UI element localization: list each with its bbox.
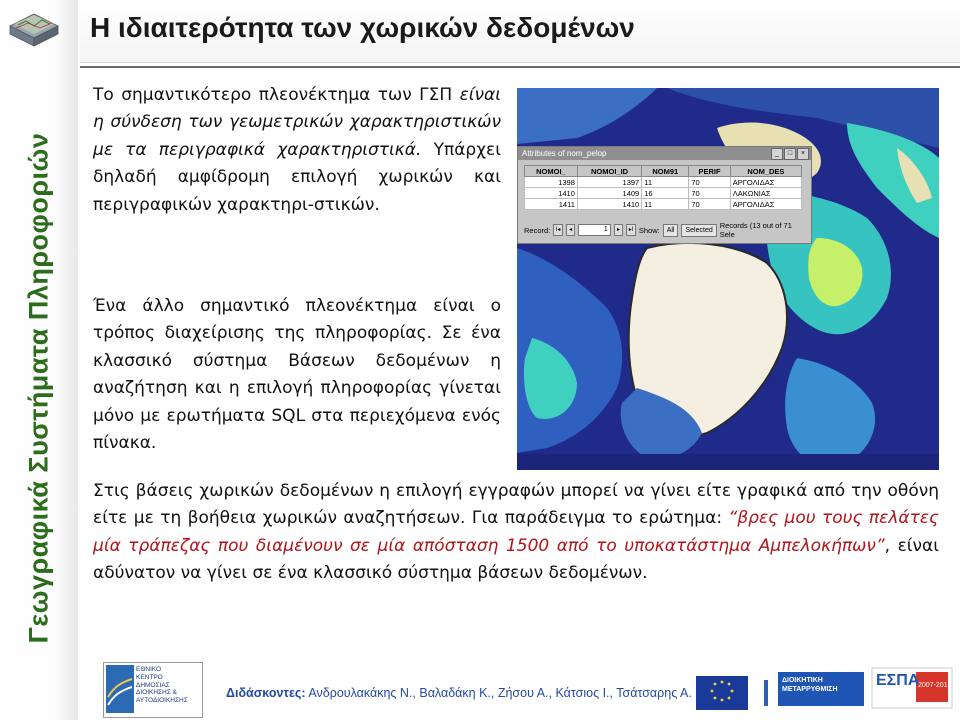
table-cell: 1398 xyxy=(525,177,578,188)
ekdd-logo-text xyxy=(136,666,188,705)
record-label: Record: xyxy=(524,225,551,235)
paragraph-text: , είναι αδύνατον να γίνει σε ένα κλασσικό σύστημα βάσεων δεδομένων. xyxy=(93,535,939,584)
next-record-button[interactable]: ▸ xyxy=(614,224,624,236)
ekdd-line: ΔΙΟΙΚΗΣΗΣ & xyxy=(136,689,177,697)
table-cell: ΑΡΓΟΛΙΔΑΣ xyxy=(730,199,801,210)
attributes-window[interactable] xyxy=(517,146,812,244)
ekdd-line: ΕΘΝΙΚΟ xyxy=(136,666,162,673)
attributes-table xyxy=(524,165,802,210)
ekdd-line: ΚΕΝΤΡΟ xyxy=(136,673,163,681)
table-row[interactable] xyxy=(525,199,802,210)
show-all-button[interactable]: All xyxy=(663,224,679,237)
minimize-button[interactable]: _ xyxy=(771,148,783,160)
attributes-window-titlebar[interactable] xyxy=(518,147,811,160)
table-cell: 11 xyxy=(642,177,689,188)
eu-funding-logos xyxy=(694,662,956,716)
title-bar xyxy=(80,0,960,63)
ekdd-logo xyxy=(103,662,203,718)
attributes-footer xyxy=(524,223,804,237)
sidebar-course-title: Γεωγραφικά Συστήματα Πληροφοριών xyxy=(23,132,54,644)
last-record-button[interactable]: ▸I xyxy=(626,224,636,236)
paragraph-text: Το σημαντικότερο πλεονέκτημα των ΓΣΠ xyxy=(93,85,453,105)
espa-years-text: 2007-2013 xyxy=(918,682,952,689)
previous-record-button[interactable]: ◂ xyxy=(566,224,576,236)
show-selected-button[interactable]: Selected xyxy=(681,224,716,237)
maximize-button[interactable]: □ xyxy=(784,148,796,160)
paragraph-information-management: Ένα άλλο σημαντικό πλεονέκτημα είναι ο τρόπος διαχείρισης της πληροφορίας. Σε ένα κλασσικό σύστημα Βάσεων δεδομένων η αναζήτηση και η επιλογή πληροφορίας γίνεται μόνο με ερωτήματα SQL στα περιεχόμενα ενός πίνακα. xyxy=(93,296,501,454)
paragraph-text: Υπάρχει δηλαδή αμφίδρομη επιλογή χωρικών και περιγραφικών χαρακτηρι-στικών. xyxy=(93,139,501,215)
page-title: Η ιδιαιτερότητα των χωρικών δεδομένων xyxy=(90,12,635,43)
ekdd-line: ΑΥΤΟΔΙΟΙΚΗΣΗΣ xyxy=(136,697,188,705)
example-query-text: βρες μου τους πελάτες μία τράπεζας που διαμένουν σε μία απόσταση 1500 από το υποκατάστημα Αμπελοκήπων xyxy=(93,508,939,556)
title-divider xyxy=(80,66,960,68)
sidebar xyxy=(0,0,78,720)
column-header[interactable]: NOMOI_ID xyxy=(577,166,641,177)
table-cell: 1397 xyxy=(577,177,641,188)
paragraph-gis-advantage xyxy=(93,82,501,219)
table-cell: 1409 xyxy=(577,188,641,199)
table-cell: ΛΑΚΩΝΙΑΣ xyxy=(730,188,801,199)
paragraph-emphasis: είναι η σύνδεση των γεωμετρικών χαρακτηριστικών με τα περιγραφικά χαρακτηριστικά. xyxy=(93,85,502,160)
record-number-input[interactable]: 1 xyxy=(578,224,610,236)
footer xyxy=(80,656,960,720)
ekdd-logo-mark-icon xyxy=(106,665,134,713)
window-controls xyxy=(771,148,809,160)
show-label: Show: xyxy=(638,225,660,235)
column-header[interactable]: NOMOI_ xyxy=(525,166,578,177)
espa-logo-text: ΕΣΠΑ xyxy=(876,672,920,689)
column-header[interactable]: NOM91 xyxy=(642,166,689,177)
example-query-quote: “βρες μου τους πελάτες μία τράπεζας που διαμένουν σε μία απόσταση 1500 από το υποκατάστημα Αμπελοκήπων” xyxy=(93,508,939,556)
ekdd-waves-icon xyxy=(106,665,134,713)
column-header[interactable]: PERIF xyxy=(689,166,730,177)
table-cell: 16 xyxy=(642,188,689,199)
table-cell: 1411 xyxy=(525,199,578,210)
instructors-label: Διδάσκοντες: xyxy=(226,686,306,700)
records-count-text: Records (13 out of 71 Sele xyxy=(719,221,792,239)
table-row[interactable] xyxy=(525,188,802,199)
table-header-row xyxy=(525,166,802,177)
table-cell: 70 xyxy=(689,188,730,199)
table-cell: 1410 xyxy=(577,199,641,210)
table-cell: 1410 xyxy=(525,188,578,199)
table-row[interactable] xyxy=(525,177,802,188)
gis-layers-logo-icon xyxy=(6,8,62,52)
instructors-names: Ανδρουλακάκης Ν., Βαλαδάκη Κ., Ζήσου Α., Κάτσιος Ι., Τσάτσαρης Α. xyxy=(308,686,692,700)
table-cell: 70 xyxy=(689,199,730,210)
ministry-logo-text: ΔΙΟΙΚΗΤΙΚΗ ΜΕΤΑΡΡΥΘΜΙΣΗ xyxy=(782,677,838,693)
paragraph-text: Στις βάσεις χωρικών δεδομένων η επιλογή εγγραφών μπορεί να γίνει είτε γραφικά από την οθόνη είτε με τη βοήθεια χωρικών αναζητήσεων. Για παράδειγμα το ερώτημα: xyxy=(93,481,939,529)
table-cell: ΑΡΓΟΛΙΔΑΣ xyxy=(730,177,801,188)
attributes-window-title: Attributes of nom_pelop xyxy=(522,149,607,158)
ekdd-line: ΔΗΜΟΣΙΑΣ xyxy=(136,681,170,689)
first-record-button[interactable]: I◂ xyxy=(553,224,563,236)
instructors-credit xyxy=(226,686,692,700)
close-button[interactable]: × xyxy=(797,148,809,160)
paragraph-spatial-queries xyxy=(93,478,939,588)
table-cell: 11 xyxy=(642,199,689,210)
table-cell: 70 xyxy=(689,177,730,188)
column-header[interactable]: NOM_DES xyxy=(730,166,801,177)
